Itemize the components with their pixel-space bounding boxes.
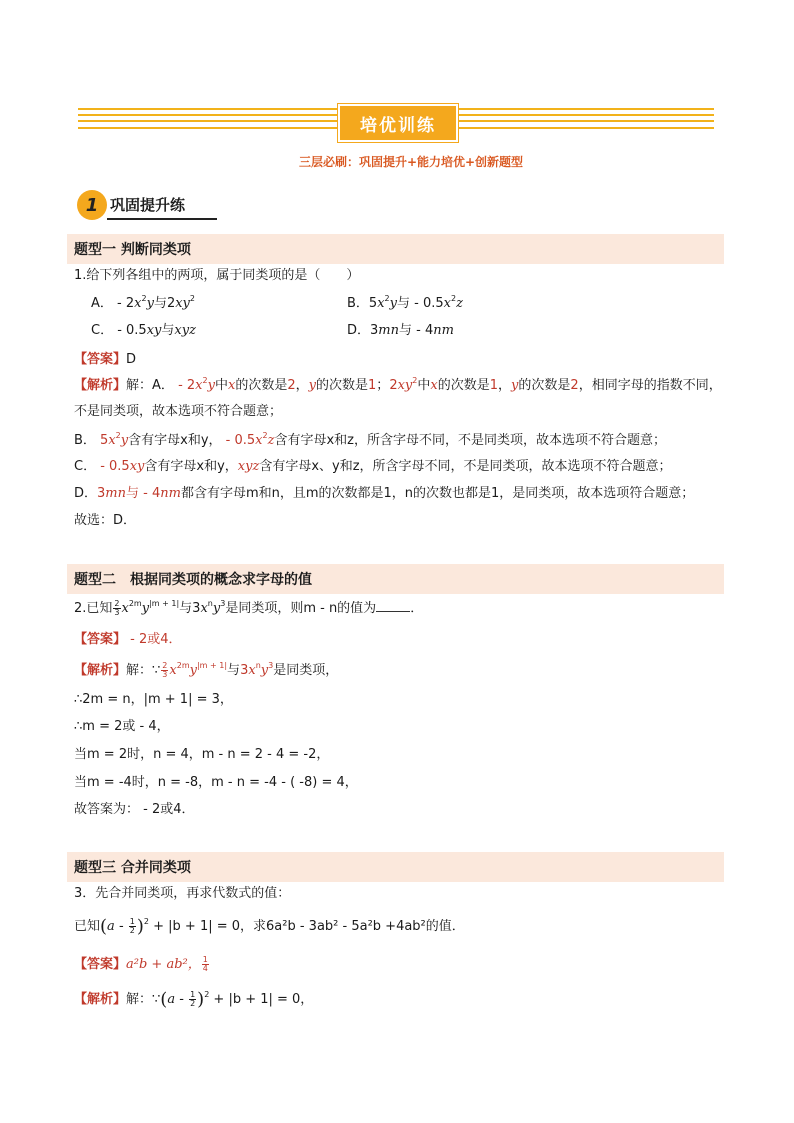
q1-analysis-a1: 【解析】解：A． - $2x^2y$中x的次数是2，y的次数是1；$2xy^2$中x的次数是1，y的次数是2，相同字母的指数不同， xyxy=(74,376,722,393)
q3-analysis-1: 【解析】解：∵(a - $\frac{1}{2}$ )$^2$ + |b + 1| = 0， xyxy=(74,989,314,1010)
header-subtitle: 三层必刷：巩固提升+能力培优+创新题型 xyxy=(298,155,524,169)
q1-option-d: D．3mn与 - 4nm xyxy=(347,323,454,338)
q2-analysis-1: 【解析】解：∵ $\frac{2}{3}$ $x^{2m}y^{|m + 1|}$与$3x^ny^3$是同类项， xyxy=(74,661,339,679)
section-underline xyxy=(107,218,217,220)
q3-answer: 【答案】a²b + ab²， $\frac{1}{4}$ xyxy=(74,955,208,973)
q1-select: 故选：D． xyxy=(74,513,137,528)
q1-option-a: A． - $2x^2y$与$2xy^2$ xyxy=(91,294,195,311)
q2-analysis-3: ∴m = 2或 - 4， xyxy=(74,719,170,734)
q1-analysis-d: D．3mn与 - 4nm都含有字母m和n，且m的次数都是1，n的次数也都是1，是同类项，故本选项符合题意； xyxy=(74,486,695,501)
q1-text: 1.给下列各组中的两项，属于同类项的是（ ） xyxy=(74,268,360,283)
type3-heading: 题型三 合并同类项 xyxy=(67,852,724,882)
type1-heading: 题型一 判断同类项 xyxy=(67,234,724,264)
q2-analysis-2: ∴2m = n，|m + 1| = 3， xyxy=(74,692,233,707)
q2-analysis-4: 当m = 2时，n = 4，m - n = 2 - 4 = -2， xyxy=(74,747,330,762)
q1-option-c: C． - 0.5xy与xyz xyxy=(91,323,196,338)
section-number-badge: 1 xyxy=(77,190,107,220)
q1-analysis-a2: 不是同类项，故本选项不符合题意； xyxy=(74,404,283,419)
q3-text: 3．先合并同类项，再求代数式的值： xyxy=(74,886,291,901)
q2-analysis-6: 故答案为： - 2或4． xyxy=(74,802,195,817)
q3-given: 已知(a - $\frac{1}{2}$ )$^2$ + |b + 1| = 0，求6a²b - 3ab² - 5a²b +4ab²的值． xyxy=(74,916,465,937)
q2-answer: 【答案】 - 2或4． xyxy=(74,632,182,647)
q1-option-b: B．$5x^2y$与 - $0.5x^2z$ xyxy=(347,294,463,311)
q2-text: 2.已知 $\frac{2}{3}$ $x^{2m}y^{|m + 1|}$与$3x^ny^3$是同类项，则m - n的值为 ． xyxy=(74,599,424,617)
header-banner: 培优训练 xyxy=(338,104,458,142)
type2-heading: 题型二 根据同类项的概念求字母的值 xyxy=(67,564,724,594)
q1-analysis-b: B． $5x^2y$含有字母x和y， - $0.5x^2z$含有字母x和z，所含字母不同，不是同类项，故本选项不符合题意； xyxy=(74,431,666,448)
q1-answer: 【答案】D xyxy=(74,352,137,367)
q1-analysis-c: C． - 0.5xy含有字母x和y，xyz含有字母x、y和z，所含字母不同，不是同类项，故本选项不符合题意； xyxy=(74,459,672,474)
section-title: 巩固提升练 xyxy=(110,196,186,214)
q2-analysis-5: 当m = -4时，n = -8，m - n = -4 - ( -8) = 4， xyxy=(74,775,358,790)
